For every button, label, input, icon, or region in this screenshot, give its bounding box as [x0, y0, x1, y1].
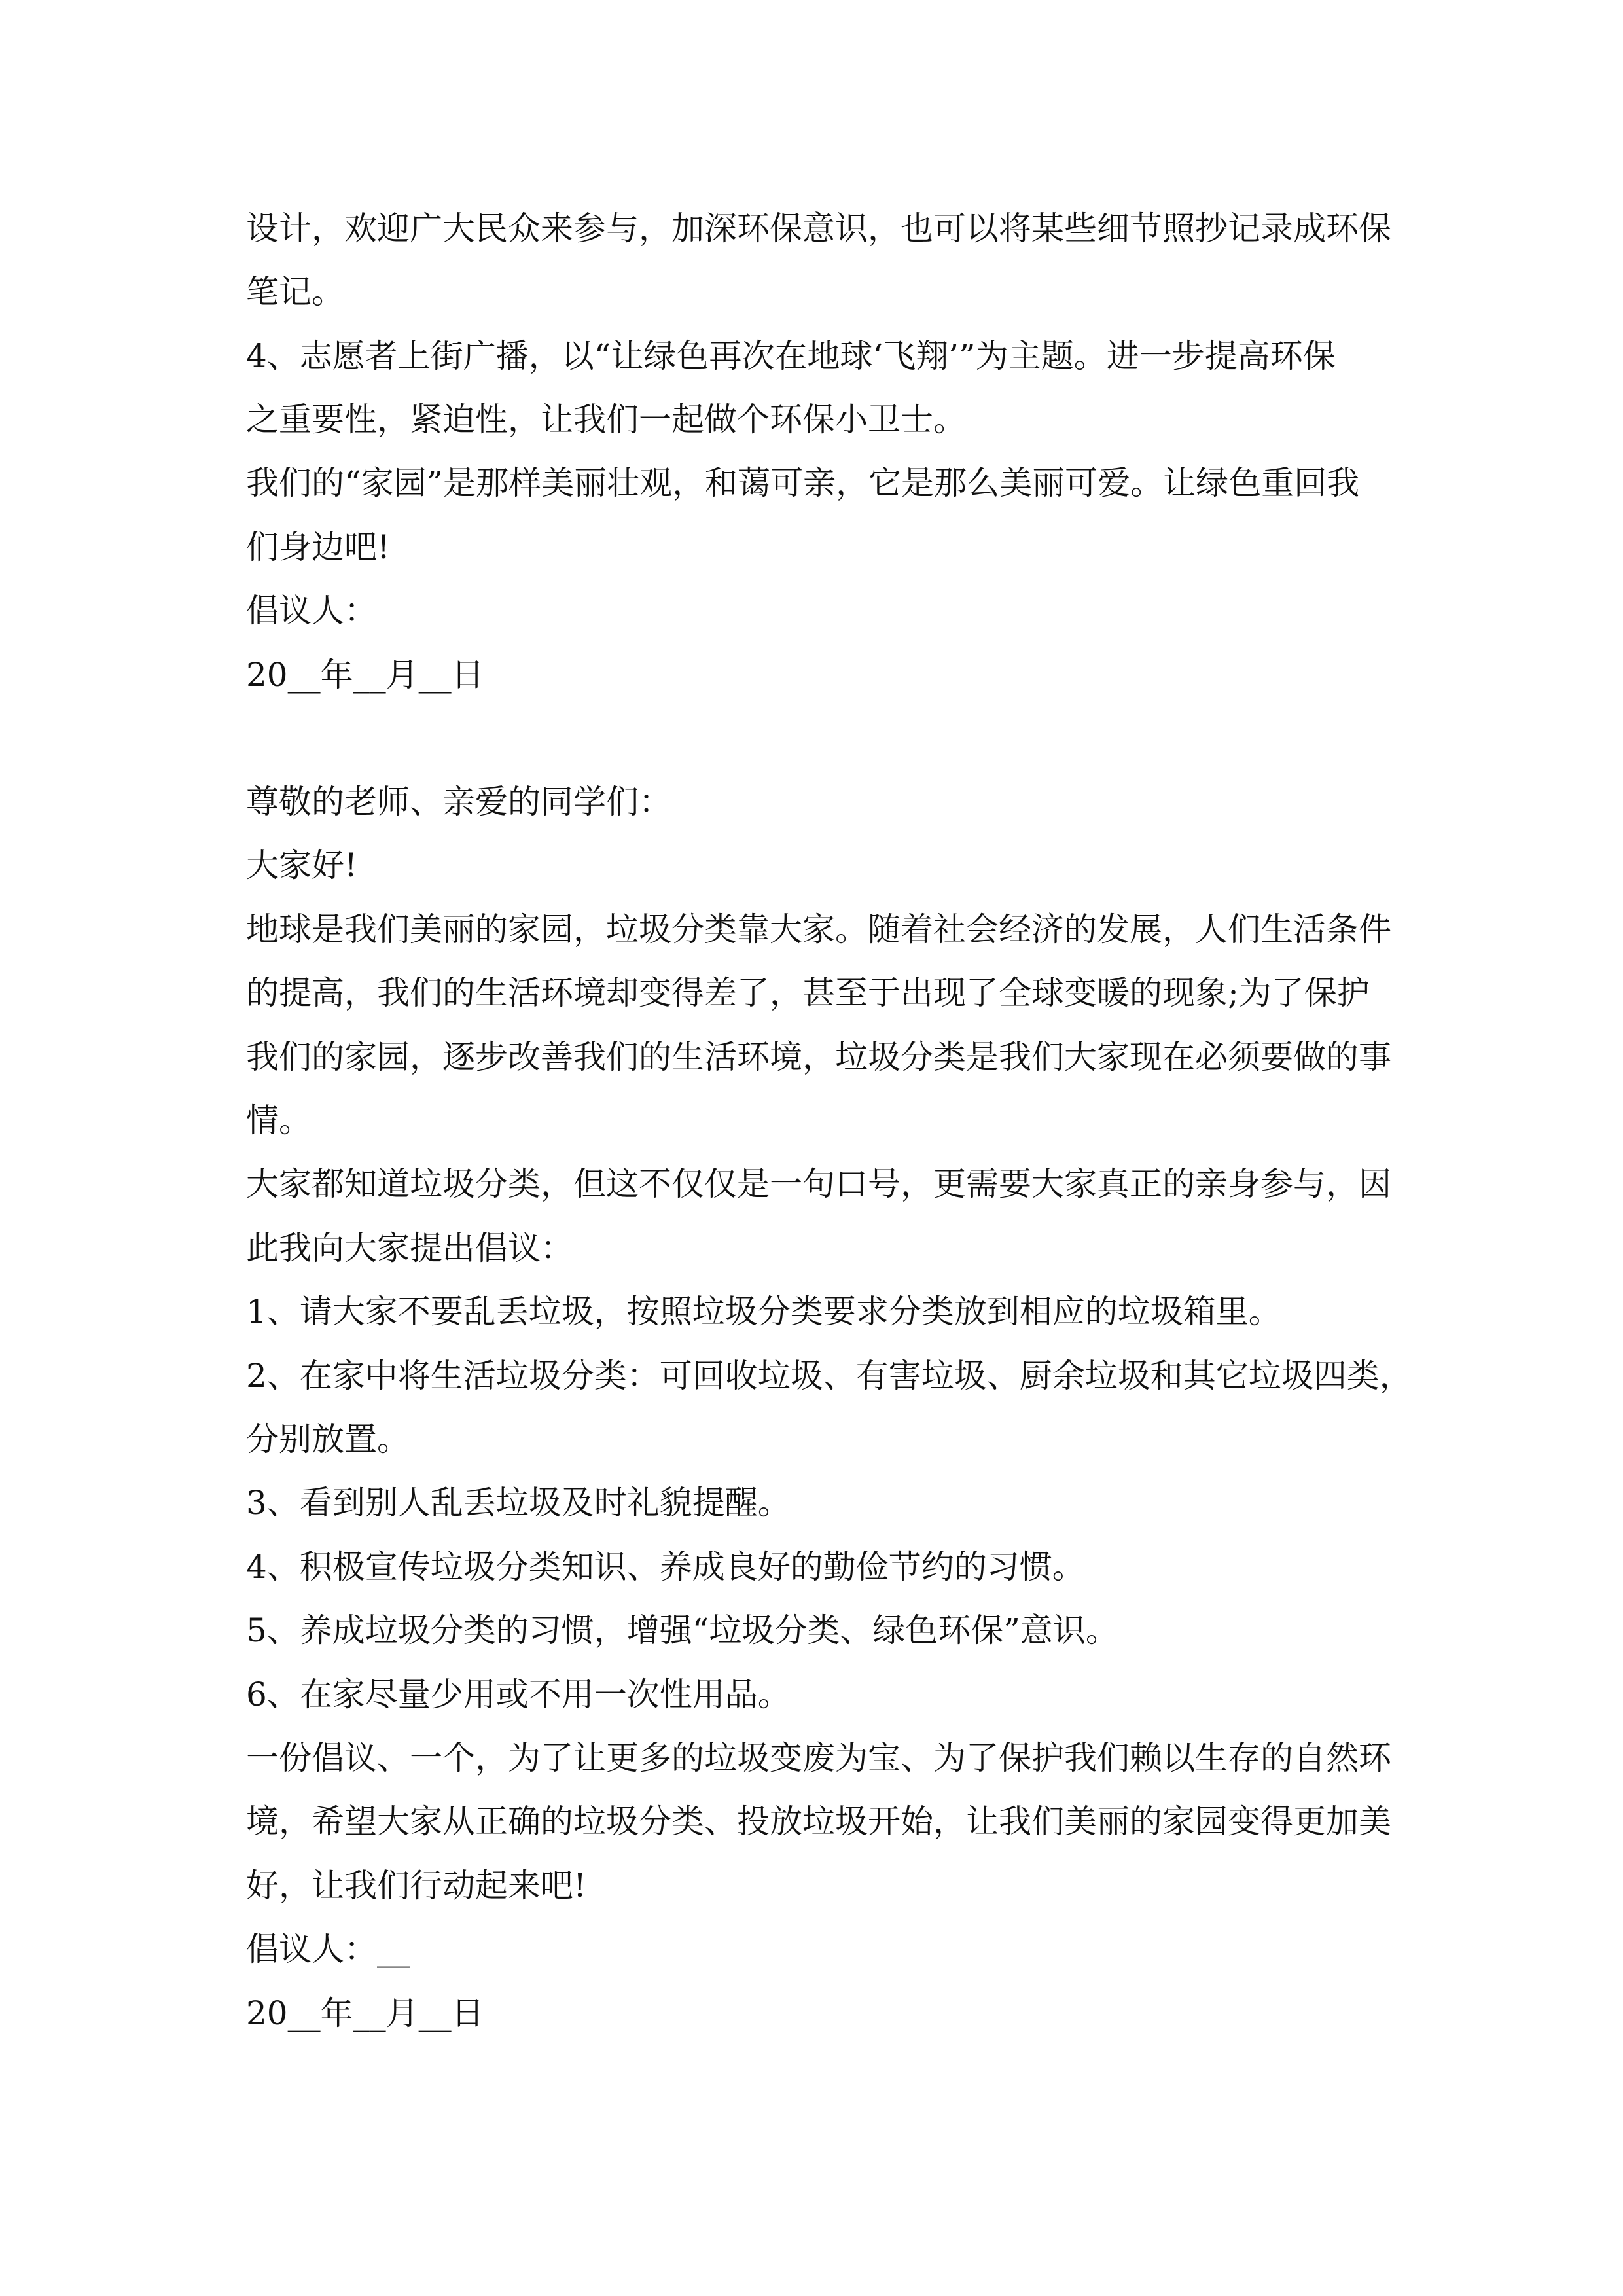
paragraph-line: 的提高，我们的生活环境却变得差了，甚至于出现了全球变暖的现象;为了保护: [246, 974, 1370, 1012]
list-item-line: 4、志愿者上街广播，以“让绿色再次在地球‘飞翔’”为主题。进一步提高环保: [246, 337, 1336, 375]
paragraph-line: 境，希望大家从正确的垃圾分类、投放垃圾开始，让我们美丽的家园变得更加美: [246, 1803, 1391, 1840]
paragraph-line: 笔记。: [246, 273, 344, 311]
list-item-line: 1、请大家不要乱丢垃圾，按照垃圾分类要求分类放到相应的垃圾箱里。: [246, 1293, 1281, 1331]
paragraph-line: 大家都知道垃圾分类，但这不仅仅是一句口号，更需要大家真正的亲身参与，因: [246, 1165, 1391, 1203]
list-item-line: 4、积极宣传垃圾分类知识、养成良好的勤俭节约的习惯。: [246, 1548, 1085, 1586]
list-item-line: 6、在家尽量少用或不用一次性用品。: [246, 1676, 791, 1713]
signature-label: 倡议人：__: [246, 1930, 410, 1968]
date-line: 20__年__月__日: [246, 656, 484, 694]
paragraph-line: 此我向大家提出倡议：: [246, 1229, 573, 1267]
salutation: 尊敬的老师、亲爱的同学们：: [246, 783, 671, 821]
paragraph-line: 好，让我们行动起来吧!: [246, 1867, 587, 1905]
list-item-line: 3、看到别人乱丢垃圾及时礼貌提醒。: [246, 1484, 791, 1522]
paragraph-line: 我们的家园，逐步改善我们的生活环境，垃圾分类是我们大家现在必须要做的事: [246, 1038, 1391, 1076]
list-item-line: 之重要性，紧迫性，让我们一起做个环保小卫士。: [246, 401, 966, 439]
list-item-line: 分别放置。: [246, 1420, 410, 1458]
paragraph-line: 情。: [246, 1102, 312, 1139]
date-line: 20__年__月__日: [246, 1994, 484, 2032]
list-item-line: 5、养成垃圾分类的习惯，增强“垃圾分类、绿色环保”意识。: [246, 1611, 1118, 1649]
paragraph-line: 们身边吧!: [246, 528, 391, 566]
signature-label: 倡议人：: [246, 592, 377, 630]
greeting: 大家好!: [246, 846, 358, 884]
paragraph-line: 我们的“家园”是那样美丽壮观，和蔼可亲，它是那么美丽可爱。让绿色重回我: [246, 464, 1360, 502]
paragraph-line: 设计，欢迎广大民众来参与，加深环保意识，也可以将某些细节照抄记录成环保: [246, 209, 1391, 247]
list-item-line: 2、在家中将生活垃圾分类：可回收垃圾、有害垃圾、厨余垃圾和其它垃圾四类，: [246, 1357, 1412, 1395]
paragraph-line: 一份倡议、一个，为了让更多的垃圾变废为宝、为了保护我们赖以生存的自然环: [246, 1739, 1391, 1777]
paragraph-line: 地球是我们美丽的家园，垃圾分类靠大家。随着社会经济的发展，人们生活条件: [246, 910, 1391, 948]
